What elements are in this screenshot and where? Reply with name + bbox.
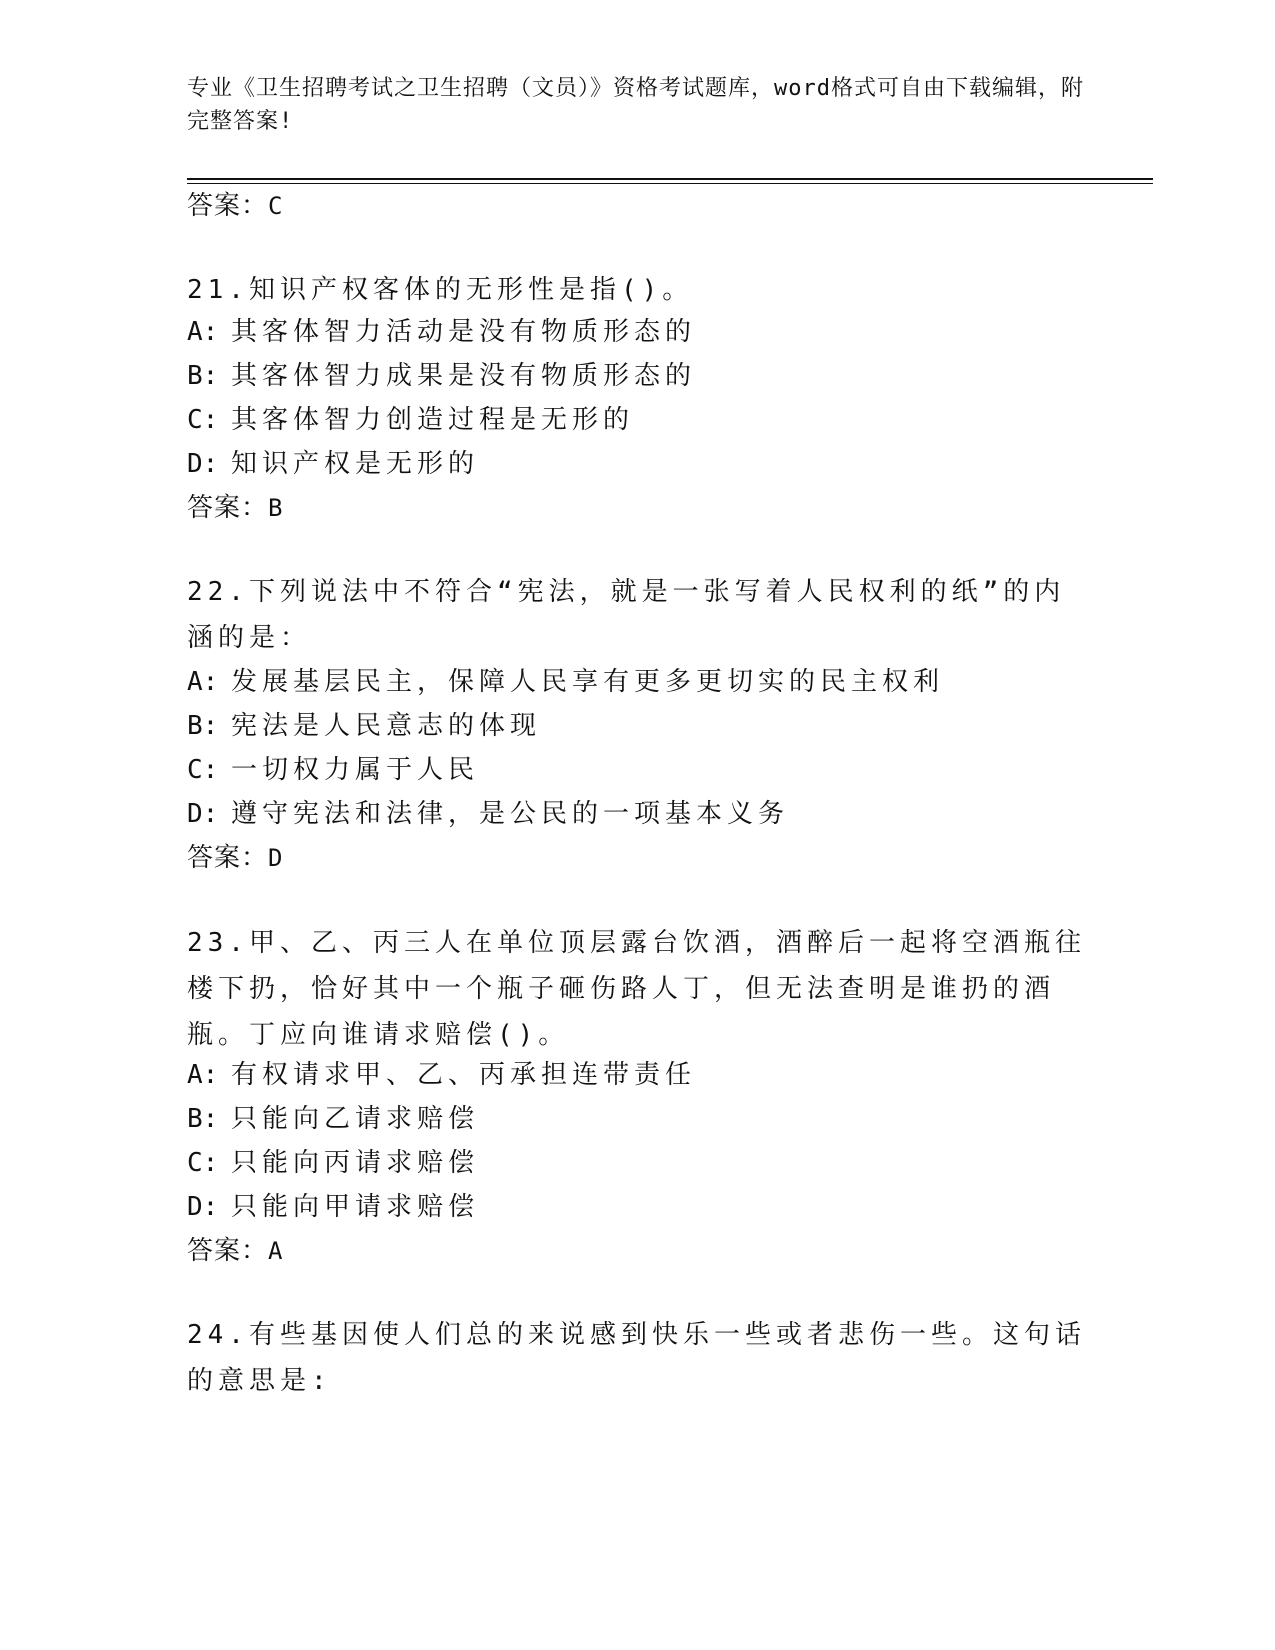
option-letter: C: — [187, 405, 219, 435]
question-23: 23.甲、乙、丙三人在单位顶层露台饮酒，酒醉后一起将空酒瓶往楼下扔，恰好其中一个瓶子砸伤路人丁，但无法查明是谁扔的酒瓶。丁应向谁请求赔偿()。 — [187, 928, 1086, 1050]
option-letter: D: — [187, 799, 219, 829]
option-text: 其客体智力成果是没有物质形态的 — [231, 361, 697, 391]
answer-value: B — [268, 494, 284, 522]
question-24: 24.有些基因使人们总的来说感到快乐一些或者悲伤一些。这句话的意思是: — [187, 1320, 1086, 1396]
option-text: 只能向丙请求赔偿 — [231, 1148, 480, 1178]
option-text: 知识产权是无形的 — [231, 449, 480, 479]
option-letter: B: — [187, 711, 219, 741]
question-21-option-d — [187, 444, 1087, 484]
question-21: 21.知识产权客体的无形性是指()。 — [187, 275, 694, 305]
option-letter: B: — [187, 1104, 219, 1134]
option-text: 一切权力属于人民 — [231, 755, 480, 785]
answer-label: 答案： — [187, 843, 269, 873]
option-letter: D: — [187, 449, 219, 479]
option-letter: A: — [187, 667, 219, 697]
option-text: 宪法是人民意志的体现 — [231, 711, 542, 741]
option-text: 其客体智力活动是没有物质形态的 — [231, 317, 697, 347]
question-21-option-b — [187, 356, 1087, 396]
question-21-option-a — [187, 312, 1087, 352]
answer-line — [187, 838, 283, 878]
option-text: 遵守宪法和法律，是公民的一项基本义务 — [231, 799, 790, 829]
answer-value: D — [268, 844, 284, 872]
question-23-option-a — [187, 1055, 1087, 1095]
answer-line — [187, 1231, 283, 1271]
option-letter: B: — [187, 361, 219, 391]
option-letter: A: — [187, 317, 219, 347]
question-21-option-c — [187, 400, 1087, 440]
answer-label: 答案： — [187, 191, 269, 221]
question-23-option-b — [187, 1099, 1087, 1139]
question-22-option-c — [187, 750, 1087, 790]
question-22: 22.下列说法中不符合“宪法，就是一张写着人民权利的纸”的内涵的是： — [187, 577, 1066, 653]
option-text: 发展基层民主，保障人民享有更多更切实的民主权利 — [231, 667, 945, 697]
question-22-option-d — [187, 794, 1087, 834]
question-23-option-c — [187, 1143, 1087, 1183]
header-divider-thin — [187, 183, 1153, 184]
option-letter: C: — [187, 1148, 219, 1178]
answer-label: 答案： — [187, 493, 269, 523]
question-22-option-a — [187, 662, 1087, 702]
answer-line — [187, 488, 283, 528]
option-text: 只能向甲请求赔偿 — [231, 1192, 480, 1222]
option-text: 有权请求甲、乙、丙承担连带责任 — [231, 1060, 697, 1090]
answer-line — [187, 186, 283, 226]
option-text: 只能向乙请求赔偿 — [231, 1104, 480, 1134]
document-header: 专业《卫生招聘考试之卫生招聘（文员）》资格考试题库，word格式可自由下载编辑，附完整答案! — [187, 76, 1084, 134]
answer-value: C — [268, 192, 284, 220]
option-letter: A: — [187, 1060, 219, 1090]
answer-label: 答案： — [187, 1236, 269, 1266]
option-letter: D: — [187, 1192, 219, 1222]
option-text: 其客体智力创造过程是无形的 — [231, 405, 635, 435]
header-divider — [187, 178, 1153, 180]
answer-value: A — [268, 1237, 284, 1265]
question-22-option-b — [187, 706, 1087, 746]
option-letter: C: — [187, 755, 219, 785]
question-23-option-d — [187, 1187, 1087, 1227]
